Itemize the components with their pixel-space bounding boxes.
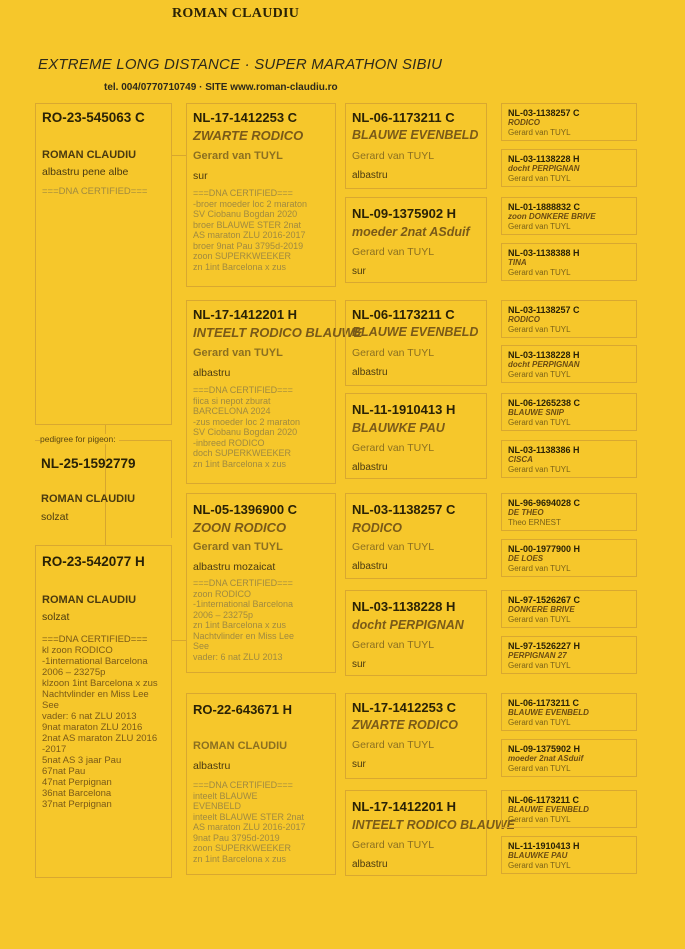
connector-line — [172, 155, 186, 156]
gen4-name: zoon DONKERE BRIVE — [508, 212, 596, 221]
gen4-owner: Gerard van TUYL — [508, 815, 571, 824]
gen2-ring: NL-17-1412253 C — [193, 110, 298, 125]
gen4-card-8[interactable] — [501, 440, 637, 478]
breeder-contact: tel. 004/0770710749 · SITE www.roman-claudiu.ro — [104, 82, 338, 93]
gen3-owner: Gerard van TUYL — [352, 739, 435, 751]
gen4-owner: Gerard van TUYL — [508, 465, 571, 474]
gen4-owner: Theo ERNEST — [508, 518, 561, 527]
gen3-owner: Gerard van TUYL — [352, 246, 435, 258]
gen4-owner: Gerard van TUYL — [508, 418, 571, 427]
gen4-card-4[interactable] — [501, 243, 637, 281]
subject-ring: NL-25-1592779 — [41, 456, 136, 471]
gen3-ring: NL-03-1138228 H — [352, 599, 456, 614]
gen4-name: BLAUWE EVENBELD — [508, 708, 589, 717]
sire-ring: RO-23-545063 C — [42, 110, 145, 125]
gen3-name: BLAUWE EVENBELD — [352, 325, 479, 339]
gen4-card-14[interactable] — [501, 739, 637, 777]
gen2-card-2[interactable] — [186, 300, 363, 484]
gen3-card-2[interactable] — [345, 197, 487, 283]
gen3-card-6[interactable] — [345, 590, 487, 676]
gen4-owner: Gerard van TUYL — [508, 861, 571, 870]
gen4-name: BLAUWE EVENBELD — [508, 805, 589, 814]
breeder-subtitle: EXTREME LONG DISTANCE · SUPER MARATHON SIBIU — [38, 56, 443, 73]
gen3-owner: Gerard van TUYL — [352, 347, 435, 359]
gen2-card-3[interactable] — [186, 493, 336, 673]
gen2-owner: Gerard van TUYL — [193, 347, 283, 359]
gen4-card-7[interactable] — [501, 393, 637, 431]
gen4-name: BLAUWE SNIP — [508, 408, 564, 417]
gen3-card-1[interactable] — [345, 103, 487, 189]
gen3-name: moeder 2nat ASduif — [352, 225, 470, 239]
dam-owner: ROMAN CLAUDIU — [42, 594, 137, 606]
gen4-card-9[interactable] — [501, 493, 637, 531]
subject-owner: ROMAN CLAUDIU — [41, 493, 136, 505]
connector-line — [172, 640, 186, 641]
gen3-card-7[interactable] — [345, 693, 487, 779]
breeder-name-title: ROMAN CLAUDIU — [172, 6, 300, 21]
gen4-name: PERPIGNAN 27 — [508, 651, 567, 660]
gen4-ring: NL-03-1138228 H — [508, 350, 580, 360]
gen4-card-16[interactable] — [501, 836, 637, 874]
gen3-color: albastru — [352, 367, 388, 378]
gen4-name: DE THEO — [508, 508, 544, 517]
gen2-owner: Gerard van TUYL — [193, 150, 283, 162]
gen4-card-2[interactable] — [501, 149, 637, 187]
gen2-color: albastru mozaicat — [193, 561, 276, 573]
gen3-owner: Gerard van TUYL — [352, 541, 435, 553]
gen4-card-6[interactable] — [501, 345, 637, 383]
gen3-name: RODICO — [352, 521, 402, 535]
gen2-card-1[interactable] — [186, 103, 336, 287]
gen3-card-3[interactable] — [345, 300, 487, 386]
gen4-owner: Gerard van TUYL — [508, 222, 571, 231]
gen3-ring: NL-06-1173211 C — [352, 307, 455, 322]
gen3-color: albastru — [352, 462, 388, 473]
gen2-color: sur — [193, 170, 208, 182]
gen3-color: albastru — [352, 561, 388, 572]
subject-color: solzat — [41, 511, 69, 523]
gen2-ring: RO-22-643671 H — [193, 702, 292, 717]
gen2-owner: Gerard van TUYL — [193, 541, 283, 553]
sire-notes: ===DNA CERTIFIED=== — [42, 186, 148, 197]
dam-ring: RO-23-542077 H — [42, 554, 145, 569]
gen3-ring: NL-06-1173211 C — [352, 110, 455, 125]
gen4-owner: Gerard van TUYL — [508, 615, 571, 624]
subject-card[interactable] — [35, 434, 172, 538]
gen2-color: albastru — [193, 367, 231, 379]
gen3-owner: Gerard van TUYL — [352, 442, 435, 454]
gen3-color: sur — [352, 266, 366, 277]
gen4-ring: NL-00-1977900 H — [508, 544, 581, 554]
gen4-ring: NL-03-1138386 H — [508, 445, 580, 455]
gen4-ring: NL-06-1173211 C — [508, 698, 580, 708]
gen4-ring: NL-06-1265238 C — [508, 398, 581, 408]
gen2-name: ZOON RODICO — [193, 520, 287, 535]
gen4-ring: NL-03-1138228 H — [508, 154, 580, 164]
gen4-name: docht PERPIGNAN — [508, 360, 580, 369]
gen4-name: BLAUWKE PAU — [508, 851, 568, 860]
gen2-name: ZWARTE RODICO — [193, 128, 304, 143]
gen4-card-3[interactable] — [501, 197, 637, 235]
gen4-owner: Gerard van TUYL — [508, 174, 571, 183]
dam-notes: ===DNA CERTIFIED=== kl zoon RODICO -1international Barcelona 2006 – 23275p klzoon 1int Barcelona x zus Nachtvlinder en Miss Lee See vader: 6 nat ZLU 2013 9nat maraton ZLU 2016 2nat AS maraton ZLU 2016 -2017 5nat AS 3 jaar Pau 67nat Pau 47nat Perpignan 36nat Barcelona 37nat Perpignan — [42, 634, 158, 810]
gen2-ring: NL-17-1412201 H — [193, 307, 298, 322]
gen4-name: RODICO — [508, 315, 540, 324]
gen2-ring: NL-05-1396900 C — [193, 502, 298, 517]
gen2-notes: ===DNA CERTIFIED=== -broer moeder loc 2 maraton SV Ciobanu Bogdan 2020 broer BLAUWE STER 2nat AS maraton ZLU 2016-2017 broer 9nat Pau 3795d-2019 zoon SUPERKWEEKER zn 1int Barcelona x zus — [193, 188, 308, 272]
gen3-ring: NL-09-1375902 H — [352, 206, 457, 221]
sire-card[interactable] — [35, 103, 172, 425]
gen4-card-12[interactable] — [501, 636, 637, 674]
gen4-ring: NL-97-1526267 C — [508, 595, 581, 605]
gen4-owner: Gerard van TUYL — [508, 128, 571, 137]
gen4-card-15[interactable] — [501, 790, 637, 828]
subject-label: pedigree for pigeon: — [40, 434, 119, 444]
gen3-owner: Gerard van TUYL — [352, 639, 435, 651]
gen2-color: albastru — [193, 760, 231, 772]
gen4-owner: Gerard van TUYL — [508, 564, 571, 573]
gen4-owner: Gerard van TUYL — [508, 268, 571, 277]
gen4-owner: Gerard van TUYL — [508, 370, 571, 379]
gen2-notes: ===DNA CERTIFIED=== fiica si nepot zburat BARCELONA 2024 -zus moeder loc 2 maraton SV Ciobanu Bogdan 2020 -inbreed RODICO doch SUPERKWEEKER zn 1int Barcelona x zus — [193, 385, 301, 469]
gen4-ring: NL-03-1138388 H — [508, 248, 580, 258]
gen3-ring: NL-17-1412201 H — [352, 799, 457, 814]
gen2-card-4[interactable] — [186, 693, 336, 875]
gen3-name: BLAUWE EVENBELD — [352, 128, 479, 142]
gen3-card-4[interactable] — [345, 393, 487, 479]
gen3-color: albastru — [352, 859, 388, 870]
gen3-owner: Gerard van TUYL — [352, 839, 435, 851]
gen4-ring: NL-03-1138257 C — [508, 108, 580, 118]
gen4-name: TINA — [508, 258, 527, 267]
gen4-ring: NL-96-9694028 C — [508, 498, 581, 508]
gen4-name: DE LOES — [508, 554, 544, 563]
gen3-name: docht PERPIGNAN — [352, 618, 464, 632]
sire-owner: ROMAN CLAUDIU — [42, 149, 137, 161]
gen4-owner: Gerard van TUYL — [508, 325, 571, 334]
gen3-ring: NL-03-1138257 C — [352, 502, 456, 517]
gen4-ring: NL-97-1526227 H — [508, 641, 581, 651]
gen3-owner: Gerard van TUYL — [352, 150, 435, 162]
gen4-card-1[interactable] — [501, 103, 637, 141]
dam-color: solzat — [42, 611, 70, 623]
gen3-name: BLAUWKE PAU — [352, 421, 445, 435]
gen3-color: albastru — [352, 170, 388, 181]
gen3-card-5[interactable] — [345, 493, 487, 579]
gen4-owner: Gerard van TUYL — [508, 718, 571, 727]
gen4-owner: Gerard van TUYL — [508, 764, 571, 773]
gen4-name: CISCA — [508, 455, 533, 464]
gen3-color: sur — [352, 759, 366, 770]
gen2-notes: ===DNA CERTIFIED=== inteelt BLAUWE EVENBELD inteelt BLAUWE STER 2nat AS maraton ZLU 2016-2017 9nat Pau 3795d-2019 zoon SUPERKWEEKER zn 1int Barcelona x zus — [193, 780, 306, 864]
gen3-ring: NL-11-1910413 H — [352, 402, 456, 417]
gen3-name: INTEELT RODICO BLAUWE — [352, 818, 515, 832]
gen4-ring: NL-09-1375902 H — [508, 744, 581, 754]
dam-card[interactable] — [35, 545, 172, 878]
gen2-notes: ===DNA CERTIFIED=== zoon RODICO -1international Barcelona 2006 – 23275p zn 1int Barcelona x zus Nachtvlinder en Miss Lee See vader: 6 nat ZLU 2013 — [193, 578, 295, 662]
gen4-name: docht PERPIGNAN — [508, 164, 580, 173]
gen3-ring: NL-17-1412253 C — [352, 700, 457, 715]
gen3-card-8[interactable] — [345, 790, 515, 876]
gen4-name: moeder 2nat ASduif — [508, 754, 584, 763]
gen4-ring: NL-03-1138257 C — [508, 305, 580, 315]
gen4-ring: NL-11-1910413 H — [508, 841, 580, 851]
gen4-card-5[interactable] — [501, 300, 637, 338]
gen3-color: sur — [352, 659, 366, 670]
gen4-ring: NL-06-1173211 C — [508, 795, 580, 805]
gen4-card-11[interactable] — [501, 590, 637, 628]
gen4-name: DONKERE BRIVE — [508, 605, 575, 614]
gen3-name: ZWARTE RODICO — [352, 718, 459, 732]
gen2-name: INTEELT RODICO BLAUWE — [193, 325, 363, 340]
gen4-ring: NL-01-1888832 C — [508, 202, 581, 212]
gen2-owner: ROMAN CLAUDIU — [193, 740, 288, 752]
gen4-owner: Gerard van TUYL — [508, 661, 571, 670]
gen4-card-10[interactable] — [501, 539, 637, 577]
sire-color: albastru pene albe — [42, 166, 129, 178]
gen4-name: RODICO — [508, 118, 540, 127]
gen4-card-13[interactable] — [501, 693, 637, 731]
